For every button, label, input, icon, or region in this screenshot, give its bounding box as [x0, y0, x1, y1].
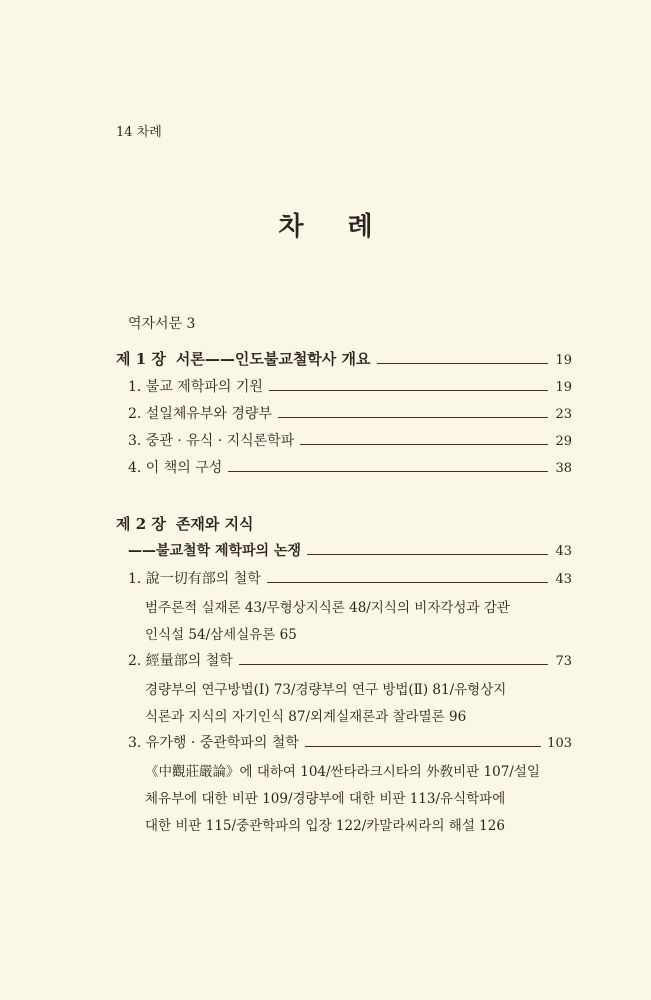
- section-2-1-entry: [128, 568, 572, 588]
- section-page: 29: [555, 434, 572, 449]
- section-2-1-detail-2: 인식설 54/삼세실유론 65: [145, 627, 297, 643]
- section-2-3-detail-2: 체유부에 대한 비판 109/경량부에 대한 비판 113/유식학파에: [145, 791, 506, 807]
- section-1-1-entry: [128, 376, 572, 396]
- chapter-1-entry: [116, 348, 572, 369]
- chapter-2-name: 존재와 지식: [175, 515, 254, 533]
- section-2-2-detail-1: 경량부의 연구방법(Ⅰ) 73/경량부의 연구 방법(Ⅱ) 81/유형상지: [145, 682, 507, 698]
- section-label: 1. 說一切有部의 철학: [128, 571, 261, 587]
- leader-line: [239, 664, 548, 665]
- chapter-2-heading: [116, 513, 254, 534]
- section-2-3-entry: [128, 732, 572, 752]
- section-label: 2. 經量部의 철학: [128, 653, 233, 669]
- leader-line: [267, 582, 548, 583]
- chapter-1-name: 서론——인도불교철학사 개요: [175, 350, 371, 368]
- title-char-2: 례: [347, 212, 373, 242]
- section-page: 23: [555, 407, 572, 422]
- title-char-1: 차: [278, 212, 304, 242]
- section-page: 103: [547, 736, 572, 751]
- chapter-1-heading: [116, 348, 371, 369]
- section-2-2-entry: [128, 650, 572, 670]
- section-1-4-entry: [128, 457, 572, 477]
- section-1-3-entry: [128, 430, 572, 450]
- leader-line: [300, 444, 548, 445]
- page-title: [0, 206, 651, 243]
- section-label: 4. 이 책의 구성: [128, 460, 223, 476]
- leader-line: [269, 390, 548, 391]
- leader-line: [228, 471, 548, 472]
- chapter-2-subtitle-entry: [128, 540, 572, 560]
- leader-line: [305, 746, 541, 747]
- leader-line: [278, 417, 548, 418]
- chapter-2-page: 43: [555, 544, 572, 559]
- chapter-2-subtitle: ——불교철학 제학파의 논쟁: [128, 543, 301, 559]
- section-label: 2. 설일체유부와 경량부: [128, 406, 272, 422]
- section-1-2-entry: [128, 403, 572, 423]
- chapter-1-number: 제 1 장: [116, 350, 166, 368]
- preface-entry: 역자서문 3: [128, 316, 196, 332]
- running-head: 14 차례: [116, 125, 162, 140]
- section-label: 3. 유가행 · 중관학파의 철학: [128, 735, 299, 751]
- section-page: 43: [555, 572, 572, 587]
- section-2-3-detail-3: 대한 비판 115/중관학파의 입장 122/카말라씨라의 해설 126: [145, 818, 505, 834]
- section-2-2-detail-2: 식론과 지식의 자기인식 87/외계실재론과 찰라멸론 96: [145, 709, 467, 725]
- chapter-1-page: 19: [555, 353, 572, 368]
- chapter-2-number: 제 2 장: [116, 515, 166, 533]
- leader-line: [307, 554, 548, 555]
- section-page: 73: [555, 654, 572, 669]
- leader-line: [377, 363, 549, 364]
- section-label: 1. 불교 제학파의 기원: [128, 379, 263, 395]
- section-2-1-detail-1: 범주론적 실재론 43/무형상지식론 48/지식의 비자각성과 감관: [145, 600, 510, 616]
- section-page: 19: [555, 380, 572, 395]
- section-2-3-detail-1: 《中觀莊嚴論》에 대하여 104/싼타라크시타의 外敎비판 107/설일: [145, 764, 540, 780]
- section-page: 38: [555, 461, 572, 476]
- section-label: 3. 중관 · 유식 · 지식론학파: [128, 433, 295, 449]
